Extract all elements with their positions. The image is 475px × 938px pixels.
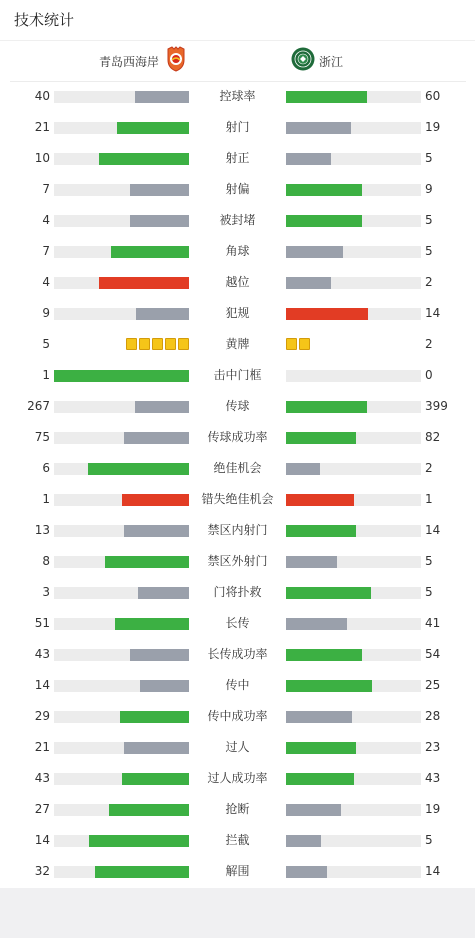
home-stat-bar bbox=[54, 804, 189, 816]
stat-row bbox=[0, 113, 475, 144]
stat-row bbox=[0, 485, 475, 516]
home-value: 3 bbox=[42, 585, 50, 599]
home-stat-bar bbox=[54, 742, 189, 754]
away-value: 28 bbox=[425, 709, 441, 723]
stat-label: 射门 bbox=[225, 120, 250, 134]
away-yellow-cards bbox=[286, 338, 310, 350]
stat-row bbox=[0, 361, 475, 392]
home-stat-bar bbox=[54, 556, 189, 568]
away-stat-bar bbox=[286, 246, 421, 258]
stat-label: 犯规 bbox=[225, 306, 250, 320]
away-stat-fill bbox=[286, 804, 341, 816]
stat-row bbox=[0, 330, 475, 361]
away-stat-fill bbox=[286, 556, 337, 568]
home-value: 14 bbox=[34, 678, 50, 692]
stat-label: 传中 bbox=[225, 678, 250, 692]
home-stat-bar bbox=[54, 711, 189, 723]
home-value: 32 bbox=[34, 864, 50, 878]
away-stat-bar bbox=[286, 680, 421, 692]
away-value: 19 bbox=[425, 802, 441, 816]
stat-label: 抢断 bbox=[225, 802, 250, 816]
home-stat-fill bbox=[130, 184, 189, 196]
yellow-card-icon bbox=[152, 338, 163, 350]
stat-label: 解围 bbox=[225, 864, 250, 878]
home-stat-fill bbox=[89, 835, 189, 847]
stat-row bbox=[0, 702, 475, 733]
stat-row bbox=[0, 392, 475, 423]
stat-row bbox=[0, 454, 475, 485]
stat-row bbox=[0, 299, 475, 330]
stat-row bbox=[0, 640, 475, 671]
away-stat-bar bbox=[286, 494, 421, 506]
away-stat-bar bbox=[286, 308, 421, 320]
away-stat-bar bbox=[286, 463, 421, 475]
stat-label: 禁区内射门 bbox=[207, 523, 268, 537]
away-stat-fill bbox=[286, 463, 320, 475]
away-value: 41 bbox=[425, 616, 441, 630]
home-value: 4 bbox=[42, 275, 50, 289]
stat-row bbox=[0, 857, 475, 888]
stat-row bbox=[0, 795, 475, 826]
away-value: 2 bbox=[425, 337, 433, 351]
away-stat-fill bbox=[286, 711, 352, 723]
away-stat-bar bbox=[286, 525, 421, 537]
home-value: 75 bbox=[34, 430, 50, 444]
home-stat-bar bbox=[54, 184, 189, 196]
away-value: 14 bbox=[425, 864, 441, 878]
stat-label: 禁区外射门 bbox=[207, 554, 268, 568]
divider bbox=[0, 40, 475, 41]
stat-label: 绝佳机会 bbox=[213, 461, 262, 475]
away-stat-bar bbox=[286, 587, 421, 599]
away-stat-bar bbox=[286, 866, 421, 878]
home-stat-fill bbox=[138, 587, 189, 599]
home-stat-fill bbox=[120, 711, 189, 723]
away-stat-bar bbox=[286, 277, 421, 289]
away-value: 60 bbox=[425, 89, 441, 103]
away-value: 54 bbox=[425, 647, 441, 661]
away-stat-bar bbox=[286, 153, 421, 165]
home-yellow-cards bbox=[126, 338, 189, 350]
home-value: 4 bbox=[42, 213, 50, 227]
away-value: 2 bbox=[425, 275, 433, 289]
away-stat-fill bbox=[286, 401, 367, 413]
home-stat-bar bbox=[54, 525, 189, 537]
away-stat-fill bbox=[286, 618, 347, 630]
away-stat-fill bbox=[286, 680, 372, 692]
stat-row bbox=[0, 609, 475, 640]
stat-label: 传球 bbox=[225, 399, 250, 413]
home-stat-bar bbox=[54, 246, 189, 258]
away-stat-bar bbox=[286, 835, 421, 847]
home-stat-bar bbox=[54, 680, 189, 692]
home-value: 5 bbox=[42, 337, 50, 351]
stat-row bbox=[0, 237, 475, 268]
home-stat-bar bbox=[54, 432, 189, 444]
away-stat-fill bbox=[286, 525, 356, 537]
away-stat-fill bbox=[286, 866, 327, 878]
home-value: 13 bbox=[34, 523, 50, 537]
home-stat-bar bbox=[54, 308, 189, 320]
away-stat-bar bbox=[286, 773, 421, 785]
home-stat-fill bbox=[122, 773, 190, 785]
away-value: 43 bbox=[425, 771, 441, 785]
away-value: 14 bbox=[425, 306, 441, 320]
stat-row bbox=[0, 144, 475, 175]
stat-label: 控球率 bbox=[219, 89, 256, 103]
stat-row bbox=[0, 82, 475, 113]
stat-label: 射偏 bbox=[225, 182, 250, 196]
away-value: 399 bbox=[425, 399, 448, 413]
home-value: 51 bbox=[34, 616, 50, 630]
away-stat-bar bbox=[286, 184, 421, 196]
stat-row bbox=[0, 175, 475, 206]
home-stat-fill bbox=[95, 866, 190, 878]
home-value: 27 bbox=[34, 802, 50, 816]
home-value: 7 bbox=[42, 182, 50, 196]
stat-label: 错失绝佳机会 bbox=[201, 492, 274, 506]
away-value: 5 bbox=[425, 554, 433, 568]
home-stat-bar bbox=[54, 277, 189, 289]
away-stat-bar bbox=[286, 618, 421, 630]
home-stat-fill bbox=[124, 742, 189, 754]
yellow-card-icon bbox=[126, 338, 137, 350]
stat-label: 长传成功率 bbox=[207, 647, 268, 661]
yellow-card-icon bbox=[139, 338, 150, 350]
home-value: 9 bbox=[42, 306, 50, 320]
away-team-name: 浙江 bbox=[319, 54, 344, 69]
away-stat-fill bbox=[286, 494, 354, 506]
home-value: 21 bbox=[34, 740, 50, 754]
yellow-card-icon bbox=[286, 338, 297, 350]
away-stat-bar bbox=[286, 649, 421, 661]
home-team-name: 青岛西海岸 bbox=[98, 54, 159, 69]
away-value: 5 bbox=[425, 151, 433, 165]
away-value: 5 bbox=[425, 585, 433, 599]
away-stat-fill bbox=[286, 122, 351, 134]
home-stat-bar bbox=[54, 370, 189, 382]
home-value: 8 bbox=[42, 554, 50, 568]
home-value: 43 bbox=[34, 647, 50, 661]
zhejiang-fc-crest-icon bbox=[291, 47, 315, 75]
home-value: 40 bbox=[34, 89, 50, 103]
home-stat-bar bbox=[54, 215, 189, 227]
home-stat-fill bbox=[135, 401, 189, 413]
away-stat-bar bbox=[286, 122, 421, 134]
stats-list bbox=[0, 82, 475, 888]
stat-row bbox=[0, 423, 475, 454]
home-stat-bar bbox=[54, 835, 189, 847]
home-stat-fill bbox=[136, 308, 189, 320]
home-team[interactable] bbox=[99, 49, 187, 73]
stat-label: 越位 bbox=[225, 275, 250, 289]
away-stat-fill bbox=[286, 153, 331, 165]
home-stat-fill bbox=[122, 494, 190, 506]
home-stat-bar bbox=[54, 401, 189, 413]
stat-label: 被封堵 bbox=[219, 213, 256, 227]
home-stat-bar bbox=[54, 122, 189, 134]
away-value: 0 bbox=[425, 368, 433, 382]
away-value: 9 bbox=[425, 182, 433, 196]
away-stat-fill bbox=[286, 308, 368, 320]
stat-label: 过人成功率 bbox=[207, 771, 268, 785]
home-stat-bar bbox=[54, 618, 189, 630]
stat-row bbox=[0, 206, 475, 237]
home-stat-fill bbox=[130, 215, 189, 227]
home-value: 6 bbox=[42, 461, 50, 475]
home-stat-fill bbox=[130, 649, 189, 661]
stat-label: 角球 bbox=[225, 244, 250, 258]
home-stat-bar bbox=[54, 153, 189, 165]
home-value: 10 bbox=[34, 151, 50, 165]
stat-row bbox=[0, 578, 475, 609]
home-stat-bar bbox=[54, 463, 189, 475]
page-title: 技术统计 bbox=[14, 11, 75, 29]
home-value: 1 bbox=[42, 492, 50, 506]
away-value: 19 bbox=[425, 120, 441, 134]
home-stat-fill bbox=[115, 618, 189, 630]
away-stat-bar bbox=[286, 370, 421, 382]
home-stat-fill bbox=[140, 680, 189, 692]
stat-row bbox=[0, 826, 475, 857]
away-stat-bar bbox=[286, 804, 421, 816]
home-value: 21 bbox=[34, 120, 50, 134]
home-stat-fill bbox=[109, 804, 189, 816]
home-stat-fill bbox=[54, 370, 189, 382]
home-value: 1 bbox=[42, 368, 50, 382]
stat-row bbox=[0, 733, 475, 764]
away-stat-fill bbox=[286, 277, 331, 289]
away-value: 25 bbox=[425, 678, 441, 692]
stat-label: 门将扑救 bbox=[213, 585, 262, 599]
away-value: 82 bbox=[425, 430, 441, 444]
away-stat-fill bbox=[286, 91, 367, 103]
away-value: 1 bbox=[425, 492, 433, 506]
away-stat-fill bbox=[286, 215, 362, 227]
stat-row bbox=[0, 671, 475, 702]
away-stat-bar bbox=[286, 91, 421, 103]
home-value: 7 bbox=[42, 244, 50, 258]
yellow-card-icon bbox=[299, 338, 310, 350]
away-value: 5 bbox=[425, 244, 433, 258]
away-stat-bar bbox=[286, 215, 421, 227]
home-stat-bar bbox=[54, 866, 189, 878]
home-stat-fill bbox=[117, 122, 189, 134]
stat-label: 拦截 bbox=[225, 833, 250, 847]
away-stat-fill bbox=[286, 184, 362, 196]
stat-label: 击中门框 bbox=[213, 368, 262, 382]
away-stat-fill bbox=[286, 587, 371, 599]
stat-label: 射正 bbox=[225, 151, 250, 165]
home-stat-fill bbox=[124, 432, 189, 444]
home-stat-fill bbox=[135, 91, 189, 103]
stat-label: 过人 bbox=[225, 740, 250, 754]
away-stat-fill bbox=[286, 742, 356, 754]
home-stat-bar bbox=[54, 587, 189, 599]
home-stat-fill bbox=[99, 277, 189, 289]
stat-label: 黄牌 bbox=[225, 337, 250, 351]
away-stat-bar bbox=[286, 711, 421, 723]
away-stat-fill bbox=[286, 649, 362, 661]
home-stat-bar bbox=[54, 91, 189, 103]
home-stat-bar bbox=[54, 649, 189, 661]
away-stat-fill bbox=[286, 246, 343, 258]
away-stat-bar bbox=[286, 556, 421, 568]
away-value: 2 bbox=[425, 461, 433, 475]
away-stat-bar bbox=[286, 742, 421, 754]
stat-row bbox=[0, 764, 475, 795]
home-value: 267 bbox=[27, 399, 50, 413]
home-stat-fill bbox=[88, 463, 189, 475]
away-stat-fill bbox=[286, 773, 354, 785]
home-value: 14 bbox=[34, 833, 50, 847]
away-value: 5 bbox=[425, 213, 433, 227]
away-value: 5 bbox=[425, 833, 433, 847]
home-stat-bar bbox=[54, 773, 189, 785]
away-value: 23 bbox=[425, 740, 441, 754]
stat-label: 传球成功率 bbox=[207, 430, 268, 444]
away-stat-bar bbox=[286, 401, 421, 413]
stat-label: 传中成功率 bbox=[207, 709, 268, 723]
home-stat-fill bbox=[124, 525, 189, 537]
home-stat-fill bbox=[105, 556, 189, 568]
home-stat-fill bbox=[111, 246, 189, 258]
stat-row bbox=[0, 547, 475, 578]
stat-label: 长传 bbox=[225, 616, 250, 630]
home-value: 29 bbox=[34, 709, 50, 723]
stat-row bbox=[0, 516, 475, 547]
home-stat-fill bbox=[99, 153, 189, 165]
home-value: 43 bbox=[34, 771, 50, 785]
qingdao-west-coast-crest-icon bbox=[165, 46, 187, 76]
stat-row bbox=[0, 268, 475, 299]
away-stat-fill bbox=[286, 835, 321, 847]
yellow-card-icon bbox=[178, 338, 189, 350]
away-team[interactable] bbox=[291, 49, 343, 73]
away-stat-fill bbox=[286, 432, 356, 444]
yellow-card-icon bbox=[165, 338, 176, 350]
away-value: 14 bbox=[425, 523, 441, 537]
home-stat-bar bbox=[54, 494, 189, 506]
away-stat-bar bbox=[286, 432, 421, 444]
